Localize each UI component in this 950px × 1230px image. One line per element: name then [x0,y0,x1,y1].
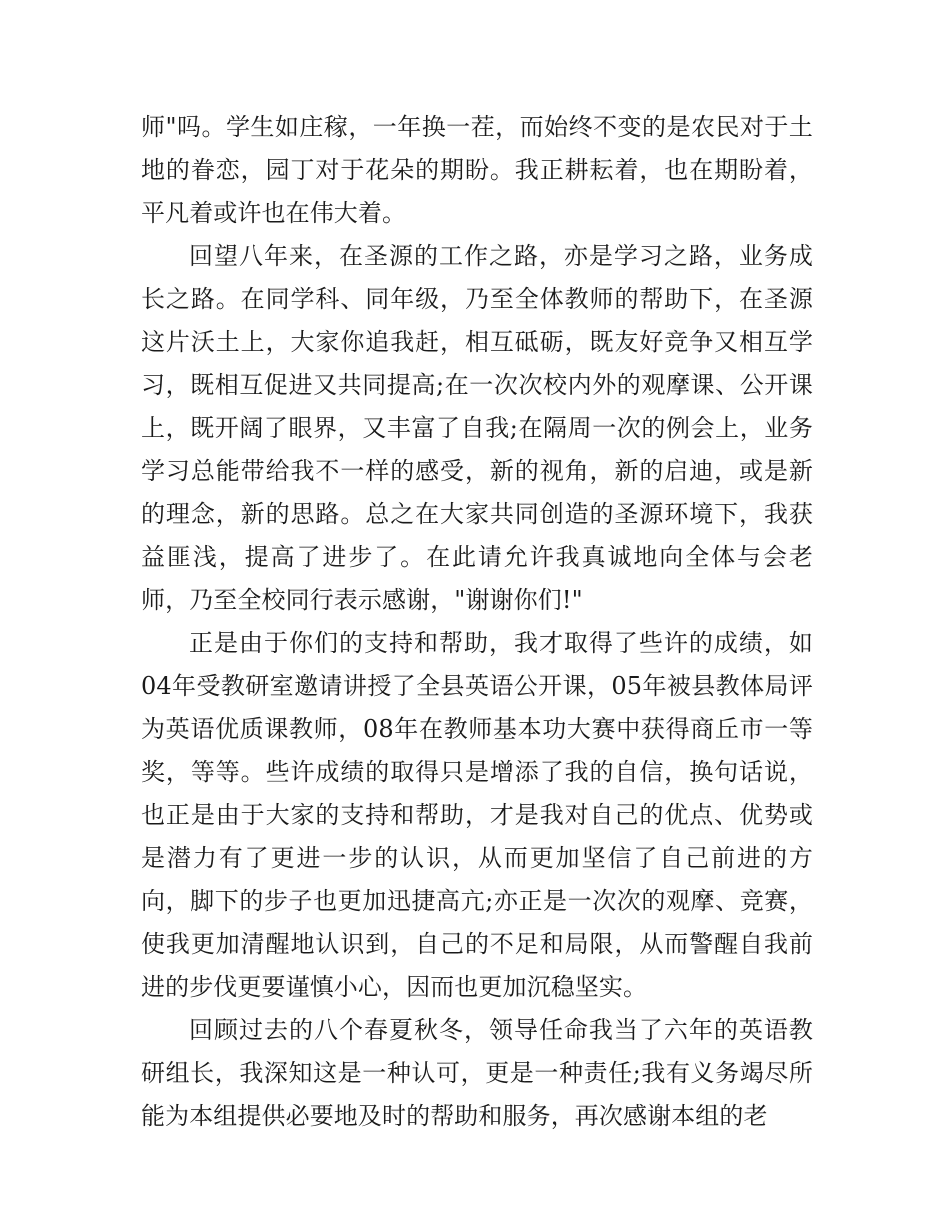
document-body [141,106,813,1138]
paragraph-reflection: 回望八年来，在圣源的工作之路，亦是学习之路，业务成长之路。在同学科、同年级，乃至全体教师的帮助下，在圣源这片沃土上，大家你追我赶，相互砥砺，既友好竞争又相互学习，既相互促进又共同提高;在一次次校内外的观摩课、公开课上，既开阔了眼界，又丰富了自我;在隔周一次的例会上，业务学习总能带给我不一样的感受，新的视角，新的启迪，或是新的理念，新的思路。总之在大家共同创造的圣源环境下，我获益匪浅，提高了进步了。在此请允许我真诚地向全体与会老师，乃至全校同行表示感谢，"谢谢你们!" [141,242,813,614]
paragraph-continuation: 师"吗。学生如庄稼，一年换一茬，而始终不变的是农民对于土地的眷恋，园丁对于花朵的期盼。我正耕耘着，也在期盼着，平凡着或许也在伟大着。 [141,113,813,227]
paragraph-review: 回顾过去的八个春夏秋冬，领导任命我当了六年的英语教研组长，我深知这是一种认可，更是一种责任;我有义务竭尽所能为本组提供必要地及时的帮助和服务，再次感谢本组的老 [141,1016,813,1130]
paragraph-achievements: 正是由于你们的支持和帮助，我才取得了些许的成绩，如04年受教研室邀请讲授了全县英语公开课，05年被县教体局评为英语优质课教师，08年在教师基本功大赛中获得商丘市一等奖，等等。些许成绩的取得只是增添了我的自信，换句话说，也正是由于大家的支持和帮助，才是我对自己的优点、优势或是潜力有了更进一步的认识，从而更加坚信了自己前进的方向，脚下的步子也更加迅捷高亢;亦正是一次次的观摩、竞赛，使我更加清醒地认识到，自己的不足和局限，从而警醒自我前进的步伐更要谨慎小心，因而也更加沉稳坚实。 [141,629,813,1001]
